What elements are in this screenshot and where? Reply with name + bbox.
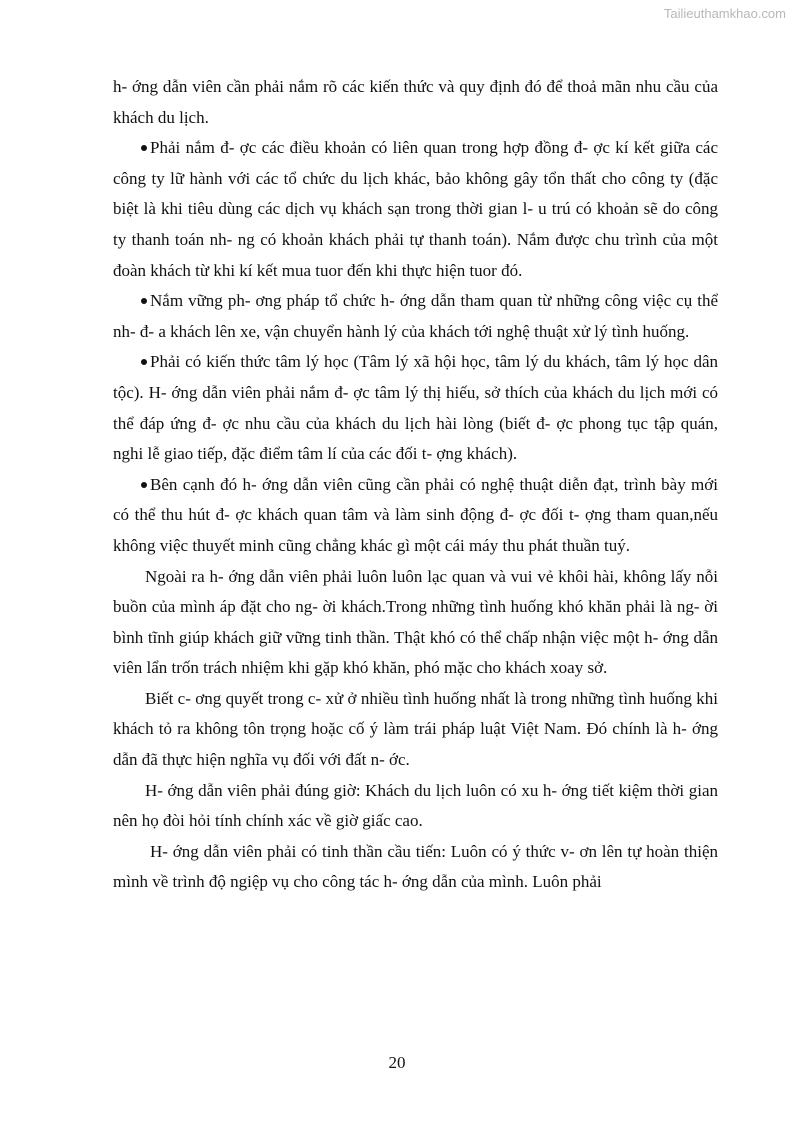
bullet-icon <box>141 482 147 488</box>
bullet-paragraph-1 <box>113 133 718 286</box>
bullet-text: Phải có kiến thức tâm lý học (Tâm lý xã hội học, tâm lý du khách, tâm lý học dân tộc). H- ớng dẫn viên phải nắm đ- ợc tâm lý thị hiếu, sở thích của khách du lịch mới có thể đáp ứng đ- ợc nhu cầu của khách du lịch hài lòng (biết đ- ợc phong tục tập quán, nghi lễ giao tiếp, đặc điểm tâm lí của các đối t- ợng khách). <box>113 352 718 464</box>
bullet-paragraph-4 <box>113 470 718 562</box>
bullet-text: Bên cạnh đó h- ớng dẫn viên cũng cần phải có nghệ thuật diễn đạt, trình bày mới có thể thu hút đ- ợc khách quan tâm và làm sinh động đ- ợc đối t- ợng tham quan,nếu không việc thuyết minh cũng chẳng khác gì một cái máy thu phát thuần tuý. <box>113 474 718 555</box>
bullet-paragraph-2 <box>113 286 718 347</box>
paragraph-4: H- ớng dẫn viên phải đúng giờ: Khách du lịch luôn có xu h- ớng tiết kiệm thời gian nên họ đòi hỏi tính chính xác về giờ giấc cao. <box>113 780 718 831</box>
bullet-paragraph-3 <box>113 347 718 469</box>
bullet-text: Phải nắm đ- ợc các điều khoản có liên quan trong hợp đồng đ- ợc kí kết giữa các công ty lữ hành với các tổ chức du lịch khác, bảo không gây tổn thất cho công ty (đặc biệt là khi tiêu dùng các dịch vụ khách sạn trong thời gian l- u trú có khoản sẽ do công ty thanh toán nh- ng có khoản khách phải tự thanh toán). Nắm được chu trình của một đoàn khách từ khi kí kết mua tuor đến khi thực hiện tuor đó. <box>113 138 718 280</box>
bullet-icon <box>141 298 147 304</box>
paragraph-1: h- ớng dẫn viên cần phải nắm rõ các kiến thức và quy định đó để thoả mãn nhu cầu của khách du lịch. <box>113 77 718 127</box>
paragraph-5: H- ớng dẫn viên phải có tinh thần cầu tiến: Luôn có ý thức v- ơn lên tự hoàn thiện mình về trình độ ngiệp vụ cho công tác h- ớng dẫn của mình. Luôn phải <box>113 841 718 892</box>
bullet-icon <box>141 359 147 365</box>
page-number: 20 <box>388 1053 406 1072</box>
watermark: Tailieuthamkhao.com <box>663 6 786 21</box>
page-body <box>113 72 718 898</box>
bullet-text: Nắm vững ph- ơng pháp tổ chức h- ớng dẫn tham quan từ những công việc cụ thể nh- đ- a khách lên xe, vận chuyển hành lý của khách tới nghệ thuật xử lý tình huống. <box>113 291 718 341</box>
bullet-icon <box>141 145 147 151</box>
paragraph-2: Ngoài ra h- ớng dẫn viên phải luôn luôn lạc quan và vui vẻ khôi hài, không lấy nỗi buồn của mình áp đặt cho ng- ời khách.Trong những tình huống khó khăn phải là ng- ời bình tĩnh giúp khách giữ vững tinh thần. Thật khó có thể chấp nhận việc một h- ớng dẫn viên lẩn trốn trách nhiệm khi gặp khó khăn, phó mặc cho khách xoay sở. <box>113 566 718 678</box>
paragraph-3: Biết c- ơng quyết trong c- xử ở nhiều tình huống nhất là trong những tình huống khi khách tỏ ra không tôn trọng hoặc cố ý làm trái pháp luật Việt Nam. Đó chính là h- ớng dẫn đã thực hiện nghĩa vụ đối với đất n- ớc. <box>113 688 718 770</box>
